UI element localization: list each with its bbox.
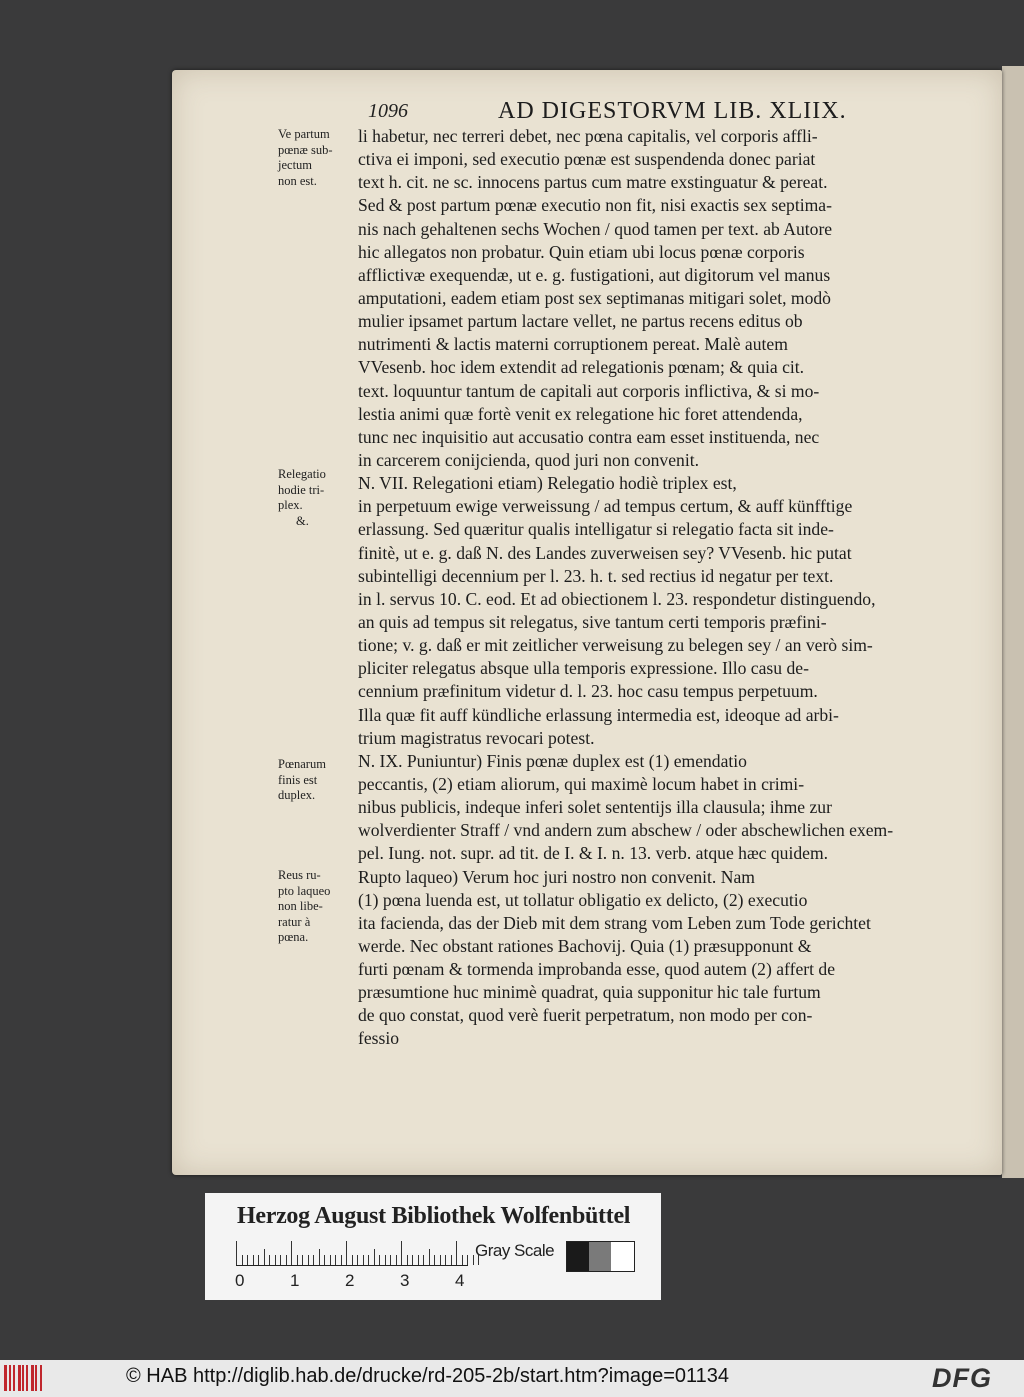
marginal-line: pœna. [278,930,309,944]
text-line: in l. servus 10. C. eod. Et ad obiectionem l. 23. respondetur distinguendo, [358,588,876,609]
ruler-tick [236,1241,237,1265]
marginal-line: Pœnarum [278,757,326,771]
logo-bar [26,1365,28,1391]
ruler-tick [363,1255,364,1265]
logo-bar [13,1365,15,1391]
ruler-tick [451,1255,452,1265]
copyright-link[interactable]: © HAB http://diglib.hab.de/drucke/rd-205-2b/start.htm?image=01134 [126,1365,730,1387]
text-line: li habetur, nec terreri debet, nec pœna capitalis, vel corporis affli- [358,126,818,146]
ruler-tick [407,1255,408,1265]
ruler-number: 1 [290,1271,300,1290]
page-number: 1096 [368,100,408,122]
ruler-tick [467,1255,468,1265]
text-line: afflictivæ exequendæ, ut e. g. fustigationi, aut digitorum vel manus [358,264,831,285]
text-line: (1) pœna luenda est, ut tollatur obligatio ex delicto, (2) executio [358,889,808,910]
text-line: in perpetuum ewige verweissung / ad tempus certum, & auff künfftige [358,496,853,517]
ruler-tick [440,1255,441,1265]
text-line: VVesenb. hoc idem extendit ad relegationis pœnam; & quia cit. [358,357,805,378]
marginal-line: ratur à [278,914,311,929]
marginal-line: Relegatio [278,467,326,481]
logo-bar [22,1365,24,1391]
text-line: tione; v. g. daß er mit zeitlicher verweisung zu belegen sey / an verò sim- [358,635,873,656]
text-line: nis nach gehaltenen sechs Wochen / quod tamen per text. ab Autore [358,218,833,239]
marginal-line: non est. [278,173,317,188]
ruler-tick [418,1255,419,1265]
text-line: peccantis, (2) etiam aliorum, qui maximè locum habet in crimi- [358,773,805,794]
marginal-note [278,467,360,529]
hab-logo-icon [4,1365,46,1391]
text-line: text h. cit. ne sc. innocens partus cum matre exstinguatur & pereat. [358,172,828,193]
text-line: pliciter relegatus absque ulla temporis expressione. Illo casu de- [358,658,809,679]
ruler-tick [253,1255,254,1265]
logo-bar [9,1365,11,1391]
dfg-logo: DFG [932,1363,992,1393]
ruler-tick [313,1255,314,1265]
ruler-tick [423,1255,424,1265]
logo-bar [40,1365,42,1391]
text-line: hic allegatos non probatur. Quin etiam ubi locus pœnæ corporis [358,241,805,262]
logo-bar [18,1365,21,1391]
ruler-tick [462,1255,463,1265]
ruler-tick [319,1249,320,1265]
text-line: Sed & post partum pœnæ executio non fit, nisi exactis sex septima- [358,195,832,216]
text-line: fessio [358,1028,400,1049]
marginal-line: Ve partum [278,127,330,141]
ruler-tick [368,1255,369,1265]
ruler-tick [286,1255,287,1265]
logo-bar [31,1365,34,1391]
ruler-tick [297,1255,298,1265]
text-line: Illa quæ fit auff kündliche erlassung intermedia est, ideoque ad arbi- [358,704,839,725]
ruler-tick [291,1241,292,1265]
text-line: ctiva ei imponi, sed executio pœnæ est suspendenda donec pariat [358,149,816,170]
gray-scale-label: Gray Scale [475,1241,555,1260]
ruler-tick [280,1255,281,1265]
text-line: subintelligi decennium per l. 23. h. t. sed rectius id negatur per text. [358,565,834,586]
ruler-tick [473,1255,474,1265]
marginal-line: plex. [278,498,303,512]
text-line: furti pœnam & tormenda improbanda esse, quod autem (2) affert de [358,959,835,980]
marginal-line: finis est [278,772,318,787]
ruler-tick [308,1255,309,1265]
text-line: text. loquuntur tantum de capitali aut corporis inflictiva, & si mo- [358,380,820,401]
text-line: amputationi, eadem etiam post sex septimanas mitigari solet, modò [358,287,831,308]
text-line: in carcerem conijcienda, quod juri non convenit. [358,449,699,470]
ruler-tick [275,1255,276,1265]
ruler-number: 4 [455,1271,465,1290]
ruler-number: 0 [235,1271,245,1290]
text-line: tunc nec inquisitio aut accusatio contra eam esset instituenda, nec [358,426,820,447]
footer-bar [0,1360,1024,1397]
scale-label [205,1193,661,1300]
institution-name: Herzog August Bibliothek Wolfenbüttel [237,1203,631,1229]
text-line: wolverdienter Straff / vnd andern zum abschew / oder abschewlichen exem- [358,820,894,841]
logo-bar [35,1365,37,1391]
text-line: erlassung. Sed quæritur qualis intelligatur si relegatio facta sit inde- [358,519,834,540]
logo-bar [4,1365,7,1391]
ruler-tick [247,1255,248,1265]
text-line: mulier ipsamet partum lactare vellet, ne partus recens editus ob [358,311,803,332]
text-line: trium magistratus revocari potest. [358,727,595,748]
marginal-note [278,757,360,804]
marginal-line: Reus ru- [278,868,321,882]
ruler-tick [390,1255,391,1265]
marginal-line: hodie tri- [278,482,325,497]
text-line: pel. Iung. not. supr. ad tit. de I. & I. n. 13. verb. atque hæc quidem. [358,843,829,864]
ruler-tick [346,1241,347,1265]
text-line: ita facienda, das der Dieb mit dem strang vom Leben zum Tode gerichtet [358,912,871,933]
ruler-tick [385,1255,386,1265]
text-line: N. VII. Relegationi etiam) Relegatio hodiè triplex est, [358,473,737,494]
marginal-line: &. [296,513,309,528]
ruler-tick [352,1255,353,1265]
text-line: finitè, ut e. g. daß N. des Landes zuverweisen sey? VVesenb. hic putat [358,542,852,563]
page-edge [1002,66,1024,1178]
marginal-line: pœnæ sub- [278,142,333,157]
text-line: lestia animi quæ fortè venit ex relegatione hic foret attendenda, [358,403,803,424]
ruler-tick [434,1255,435,1265]
text-line: nibus publicis, indeque inferi solet sententijs illa clausula; ihme zur [358,797,832,818]
ruler-numbers [231,1271,491,1293]
text-line: præsumtione huc minimè quadrat, quia supponitur hic tale furtum [358,982,821,1003]
ruler-tick [264,1249,265,1265]
ruler-tick [396,1255,397,1265]
ruler-tick [341,1255,342,1265]
ruler-tick [445,1255,446,1265]
text-line: an quis ad tempus sit relegatus, sive tantum certi temporis præfini- [358,611,827,632]
text-line: de quo constat, quod verè fuerit perpetratum, non modo per con- [358,1005,813,1026]
ruler-tick [401,1241,402,1265]
ruler-tick [357,1255,358,1265]
marginal-note [278,868,360,946]
ruler-tick [242,1255,243,1265]
ruler-number: 2 [345,1271,355,1290]
running-title: AD DIGESTORVM LIB. XLIIX. [498,98,847,124]
marginal-line: duplex. [278,788,316,802]
ruler-tick [269,1255,270,1265]
text-line: werde. Nec obstant rationes Bachovij. Quia (1) præsupponunt & [358,935,812,956]
ruler-tick [412,1255,413,1265]
text-line: Rupto laqueo) Verum hoc juri nostro non convenit. Nam [358,866,755,887]
body-text [358,125,980,1051]
text-line: cennium præfinitum videtur d. l. 23. hoc casu tempus perpetuum. [358,681,818,702]
ruler-tick [374,1249,375,1265]
marginal-line: non libe- [278,899,323,913]
marginal-note [278,127,360,189]
ruler-tick [429,1249,430,1265]
ruler-tick [302,1255,303,1265]
ruler-tick [324,1255,325,1265]
gray-swatch-frame [566,1241,635,1272]
ruler-tick [379,1255,380,1265]
text-line: nutrimenti & lactis materni corruptionem pereat. Malè autem [358,334,788,355]
ruler-tick [330,1255,331,1265]
ruler [236,1241,468,1266]
ruler-tick [335,1255,336,1265]
ruler-tick [258,1255,259,1265]
marginal-line: pto laqueo [278,883,331,898]
marginal-line: jectum [278,158,313,172]
ruler-tick [456,1241,457,1265]
text-line: N. IX. Puniuntur) Finis pœnæ duplex est (1) emendatio [358,750,747,771]
ruler-number: 3 [400,1271,410,1290]
